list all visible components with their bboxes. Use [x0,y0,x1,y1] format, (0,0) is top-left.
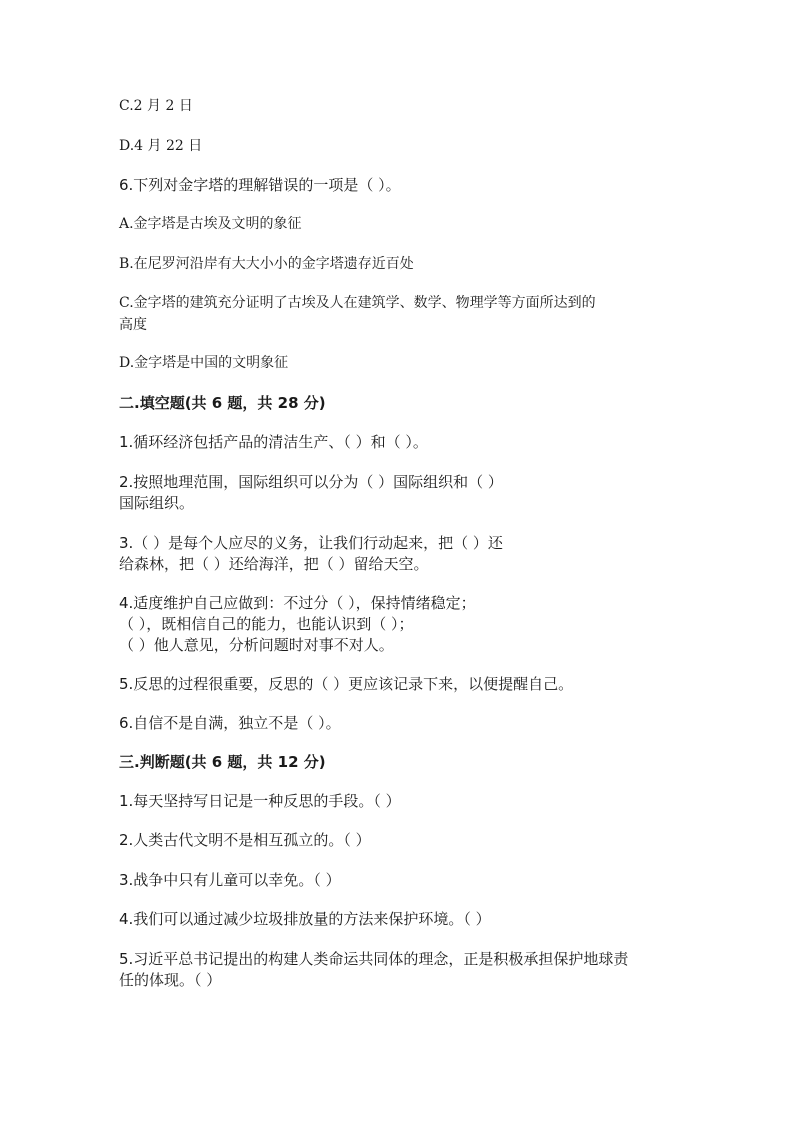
judge-question-1: 1.每天坚持写日记是一种反思的手段。（ ） [119,792,401,810]
option-6d: D.金字塔是中国的文明象征 [119,355,289,371]
fill-question-3-line2: 给森林，把（ ）还给海洋，把（ ）留给天空。 [119,555,429,573]
fill-question-4-line1: 4.适度维护自己应做到：不过分（ ），保持情绪稳定； [119,594,476,612]
fill-question-5: 5.反思的过程很重要，反思的（ ）更应该记录下来，以便提醒自己。 [119,675,574,693]
option-6a: A.金字塔是古埃及文明的象征 [119,216,302,232]
fill-question-3-line1: 3.（ ）是每个人应尽的义务，让我们行动起来，把（ ）还 [119,534,503,552]
section-2-heading: 二.填空题(共 6 题，共 28 分) [119,394,326,412]
fill-question-6: 6.自信不是自满，独立不是（ ）。 [119,714,341,732]
section-3-heading: 三.判断题(共 6 题，共 12 分) [119,753,326,771]
judge-question-2: 2.人类古代文明不是相互孤立的。（ ） [119,831,371,849]
option-6c-line2: 高度 [119,317,147,333]
option-5d: D.4 月 22 日 [119,138,203,154]
judge-question-5-line1: 5.习近平总书记提出的构建人类命运共同体的理念，正是积极承担保护地球责 [119,950,629,968]
fill-question-2-line2: 国际组织。 [119,494,195,512]
option-5c: C.2 月 2 日 [119,98,193,114]
option-6c-line1: C.金字塔的建筑充分证明了古埃及人在建筑学、数学、物理学等方面所达到的 [119,295,596,311]
fill-question-2-line1: 2.按照地理范围，国际组织可以分为（ ）国际组织和（ ） [119,473,503,491]
judge-question-5-line2: 任的体现。（ ） [119,971,222,989]
judge-question-3: 3.战争中只有儿童可以幸免。（ ） [119,871,341,889]
option-6b: B.在尼罗河沿岸有大大小小的金字塔遗存近百处 [119,256,414,272]
question-6-stem: 6.下列对金字塔的理解错误的一项是（ ）。 [119,176,401,194]
fill-question-4-line3: （ ）他人意见，分析问题时对事不对人。 [119,636,394,654]
fill-question-1: 1.循环经济包括产品的清洁生产、（ ）和（ ）。 [119,433,428,451]
fill-question-4-line2: （ ），既相信自己的能力，也能认识到（ ）； [119,615,414,633]
judge-question-4: 4.我们可以通过减少垃圾排放量的方法来保护环境。（ ） [119,910,491,928]
